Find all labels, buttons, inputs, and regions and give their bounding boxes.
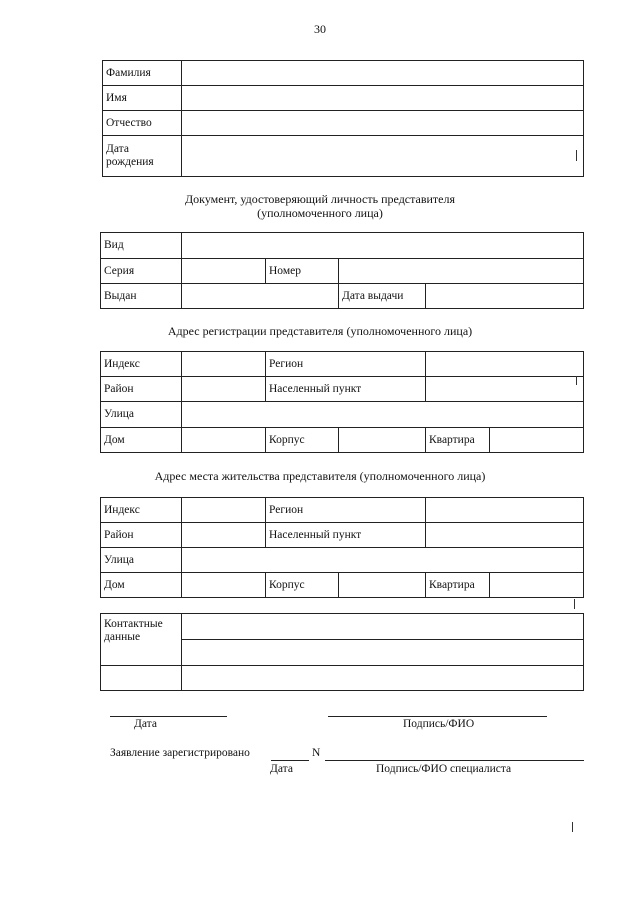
signature-line[interactable]	[328, 716, 547, 717]
registration-date-line[interactable]	[271, 760, 309, 761]
res-district-label: Район	[101, 523, 182, 548]
reg-district-label: Район	[101, 377, 182, 402]
res-house-label: Дом	[101, 573, 182, 598]
res-street-field[interactable]	[182, 548, 584, 573]
last-name-field[interactable]	[182, 61, 584, 86]
res-index-label: Индекс	[101, 498, 182, 523]
doc-issue-date-label: Дата выдачи	[339, 284, 426, 309]
registration-date-caption: Дата	[270, 763, 293, 775]
doc-series-field[interactable]	[182, 259, 266, 284]
doc-number-label: Номер	[266, 259, 339, 284]
reg-locality-label: Населенный пункт	[266, 377, 426, 402]
res-region-field[interactable]	[426, 498, 584, 523]
reg-apartment-label: Квартира	[426, 428, 490, 453]
patronymic-label: Отчество	[103, 111, 182, 136]
res-locality-label: Населенный пункт	[266, 523, 426, 548]
person-table	[102, 60, 584, 177]
doc-type-field[interactable]	[182, 233, 584, 259]
scan-mark	[576, 150, 577, 161]
date-caption: Дата	[134, 718, 157, 730]
contacts-field-3[interactable]	[182, 666, 584, 691]
specialist-signature-line[interactable]	[325, 760, 584, 761]
res-apartment-field[interactable]	[490, 573, 584, 598]
document-heading-line2: (уполномоченного лица)	[257, 206, 383, 220]
scan-mark	[576, 376, 577, 385]
reg-street-field[interactable]	[182, 402, 584, 428]
reg-index-field[interactable]	[182, 352, 266, 377]
patronymic-field[interactable]	[182, 111, 584, 136]
birth-date-label: Дата рождения	[103, 136, 182, 177]
doc-issue-date-field[interactable]	[426, 284, 584, 309]
registration-address-heading: Адрес регистрации представителя (уполномоченного лица)	[167, 324, 473, 338]
res-apartment-label: Квартира	[426, 573, 490, 598]
reg-region-field[interactable]	[426, 352, 584, 377]
doc-issued-label: Выдан	[101, 284, 182, 309]
res-region-label: Регион	[266, 498, 426, 523]
res-building-label: Корпус	[266, 573, 339, 598]
contacts-field-1[interactable]	[182, 614, 584, 640]
number-sign: N	[312, 747, 321, 759]
document-heading	[0, 192, 640, 220]
res-locality-field[interactable]	[426, 523, 584, 548]
reg-house-label: Дом	[101, 428, 182, 453]
reg-house-field[interactable]	[182, 428, 266, 453]
scan-mark	[574, 599, 575, 609]
reg-index-label: Индекс	[101, 352, 182, 377]
contacts-field-2[interactable]	[182, 640, 584, 666]
reg-apartment-field[interactable]	[490, 428, 584, 453]
reg-building-field[interactable]	[339, 428, 426, 453]
residence-address-heading: Адрес места жительства представителя (уполномоченного лица)	[154, 469, 486, 483]
doc-type-label: Вид	[101, 233, 182, 259]
signature-caption: Подпись/ФИО	[403, 718, 475, 730]
last-name-label: Фамилия	[103, 61, 182, 86]
res-index-field[interactable]	[182, 498, 266, 523]
reg-street-label: Улица	[101, 402, 182, 428]
document-heading-line1: Документ, удостоверяющий личность представителя	[184, 192, 456, 206]
doc-series-label: Серия	[101, 259, 182, 284]
page-number: 30	[314, 22, 326, 36]
contacts-table	[100, 613, 584, 691]
birth-date-field[interactable]	[182, 136, 584, 177]
res-district-field[interactable]	[182, 523, 266, 548]
reg-district-field[interactable]	[182, 377, 266, 402]
contacts-label: Контактные данные	[101, 614, 182, 666]
first-name-field[interactable]	[182, 86, 584, 111]
registered-text: Заявление зарегистрировано	[110, 747, 250, 759]
specialist-signature-caption: Подпись/ФИО специалиста	[376, 763, 512, 775]
res-house-field[interactable]	[182, 573, 266, 598]
reg-building-label: Корпус	[266, 428, 339, 453]
doc-issued-field[interactable]	[182, 284, 339, 309]
res-street-label: Улица	[101, 548, 182, 573]
document-table	[100, 232, 584, 309]
reg-region-label: Регион	[266, 352, 426, 377]
scan-mark	[572, 822, 573, 832]
residence-address-table	[100, 497, 584, 598]
reg-locality-field[interactable]	[426, 377, 584, 402]
doc-number-field[interactable]	[339, 259, 584, 284]
date-line[interactable]	[110, 716, 227, 717]
registration-address-table	[100, 351, 584, 453]
first-name-label: Имя	[103, 86, 182, 111]
res-building-field[interactable]	[339, 573, 426, 598]
contacts-extra-label	[101, 666, 182, 691]
